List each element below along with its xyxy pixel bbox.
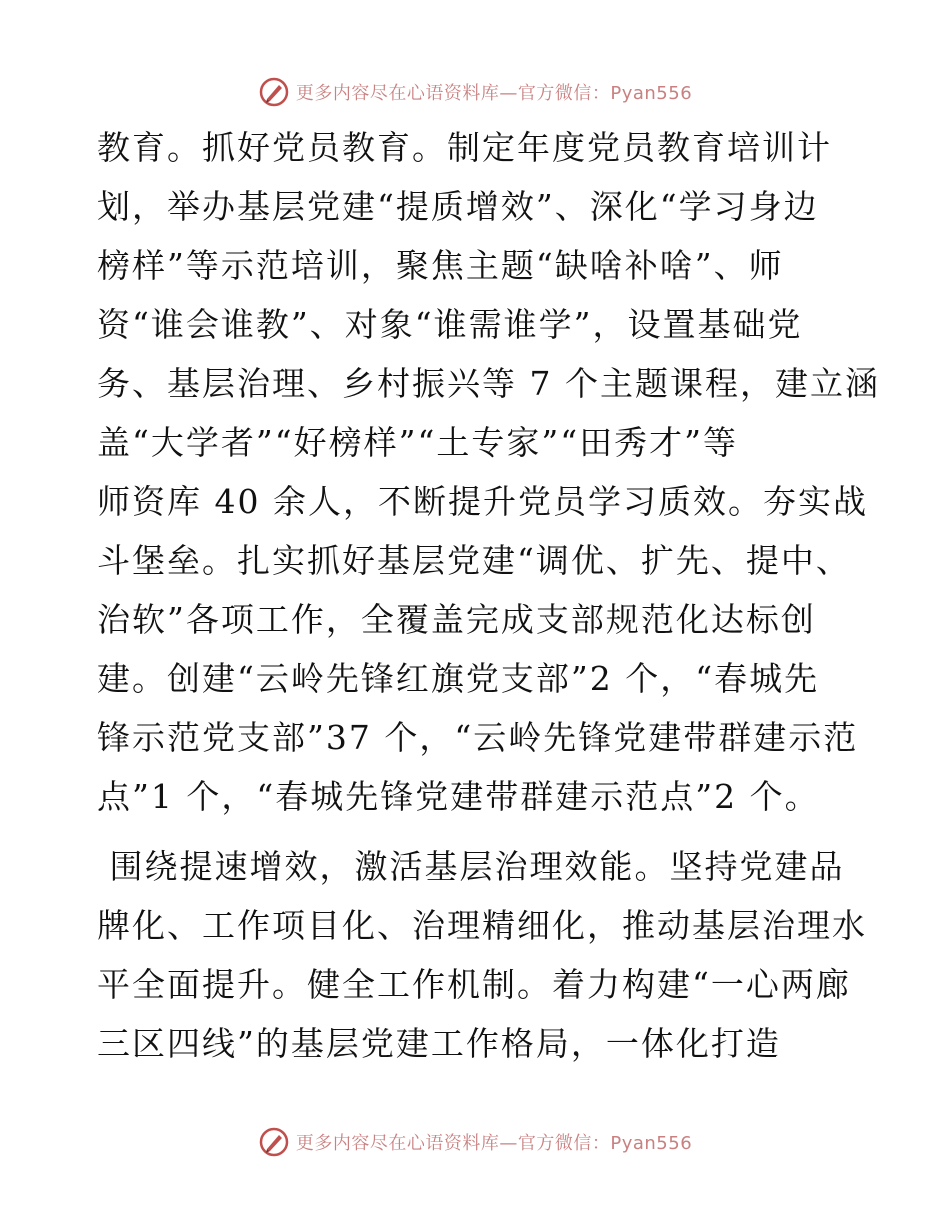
text-line: 点”1 个，“春城先锋党建带群建示范点”2 个。 bbox=[97, 777, 820, 816]
text-line: 划，举办基层党建“提质增效”、深化“学习身边 bbox=[97, 187, 819, 226]
text-line: 斗堡垒。扎实抓好基层党建“调优、扩先、提中、 bbox=[97, 541, 851, 580]
header-watermark bbox=[0, 72, 950, 112]
watermark-text: 更多内容尽在心语资料库—官方微信：Pyan556 bbox=[295, 83, 693, 104]
text-line: 榜样”等示范培训，聚焦主题“缺啥补啥”、师 bbox=[97, 246, 784, 285]
pen-logo-icon bbox=[258, 76, 290, 108]
text-line: 师资库 40 余人，不断提升党员学习质效。夯实战 bbox=[97, 482, 868, 521]
text-line: 围绕提速增效，激活基层治理效能。坚持党建品 bbox=[97, 847, 845, 886]
pen-logo-icon bbox=[258, 1126, 290, 1158]
text-line: 牌化、工作项目化、治理精细化，推动基层治理水 bbox=[97, 906, 867, 945]
watermark-text: 更多内容尽在心语资料库—官方微信：Pyan556 bbox=[295, 1133, 693, 1154]
text-line: 盖“大学者”“好榜样”“土专家”“田秀才”等 bbox=[97, 423, 738, 462]
text-line: 务、基层治理、乡村振兴等 7 个主题课程，建立涵 bbox=[97, 364, 880, 403]
text-line: 三区四线”的基层党建工作格局，一体化打造 bbox=[97, 1024, 781, 1063]
paragraph bbox=[97, 837, 867, 1073]
text-line: 教育。抓好党员教育。制定年度党员教育培训计 bbox=[97, 128, 832, 167]
document-body bbox=[97, 118, 880, 1073]
text-line: 建。创建“云岭先锋红旗党支部”2 个，“春城先 bbox=[97, 659, 820, 698]
text-line: 治软”各项工作，全覆盖完成支部规范化达标创 bbox=[97, 600, 816, 639]
paragraph-spacer bbox=[97, 826, 857, 837]
text-line: 锋示范党支部”37 个，“云岭先锋党建带群建示范 bbox=[97, 718, 859, 757]
text-line: 资“谁会谁教”、对象“谁需谁学”，设置基础党 bbox=[97, 305, 803, 344]
footer-watermark bbox=[0, 1122, 950, 1162]
text-line: 平全面提升。健全工作机制。着力构建“一心两廊 bbox=[97, 965, 851, 1004]
paragraph bbox=[97, 118, 880, 826]
